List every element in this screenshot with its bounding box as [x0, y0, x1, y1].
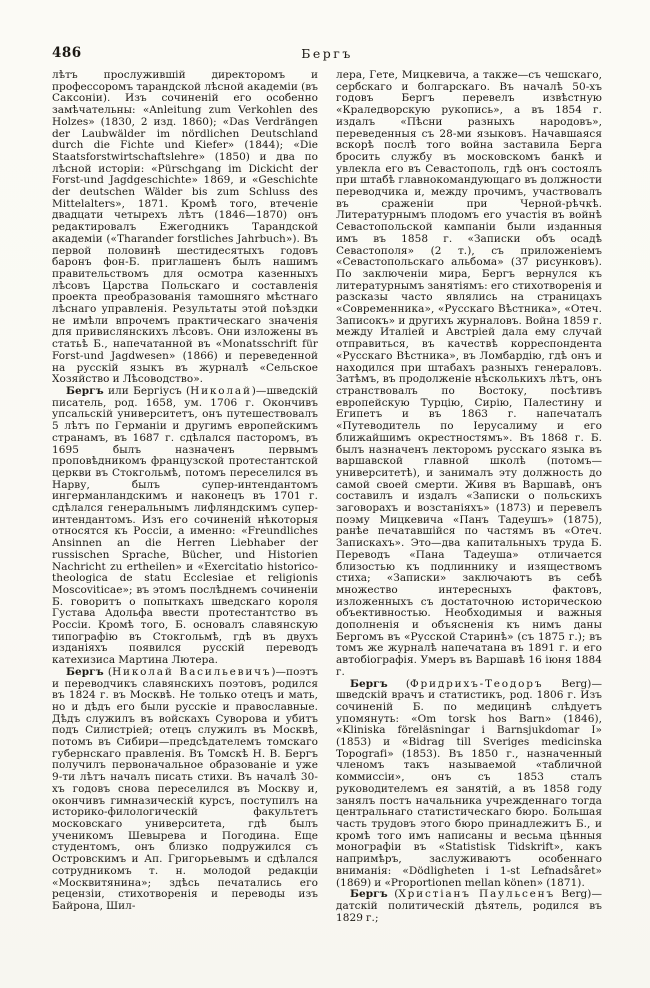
- paragraph: [52, 70, 318, 386]
- entry-headword: Бергъ: [350, 888, 388, 901]
- text-segment: (: [387, 677, 410, 690]
- column-right: [336, 70, 602, 980]
- entry-headword: Бергъ: [350, 677, 388, 690]
- text-segment: Николай Васильевичъ: [112, 665, 272, 678]
- column-left: [52, 70, 318, 980]
- page-number: 486: [52, 45, 82, 61]
- text-segment: )—поэтъ и переводчикъ славянскихъ поэтовъ, родился въ 1824 г. въ Москвѣ. Не только отецъ и мать, но и дѣдъ его были русскіе и православные. Дѣдъ служилъ въ войскахъ Суворова и убитъ подъ Силистріей; отецъ служилъ въ Москвѣ, потомъ въ Сибири—предсѣдателемъ томскаго губернскаго правленія. Въ Томскѣ Н. В. Бергъ получилъ первоначальное образованіе и уже 9-ти лѣтъ началъ писать стихи. Въ началѣ 30-хъ годовъ снова переселился въ Москву и, окончивъ гимназическій курсъ, поступилъ на историко-филологическій факультетъ московскаго университета, гдѣ былъ ученикомъ Шевырева и Погодина. Еще студентомъ, онъ близко подружился съ Островскимъ и Ап. Григорьевымъ и сдѣлался сотрудникомъ т. н. молодой редакціи «Москвитянина»; здѣсь печатались его рецензіи, стихотворенія и переводы изъ Байрона, Шил-: [52, 665, 318, 912]
- text-segment: лера, Гете, Мицкевича, а также—съ чешскаго, сербскаго и болгарскаго. Въ началѣ 50-хъ годовъ Бергъ перевелъ извѣстную «Краледворскую рукопись», а въ 1854 г. издалъ «Пѣсни разныхъ народовъ», переведенныя съ 28-ми языковъ. Начавшаяся вскорѣ послѣ того война заставила Берга бросить службу въ московскомъ банкѣ и увлекла его въ Севастополь, гдѣ онъ состоялъ при штабѣ главнокомандующаго въ должности переводчика и, между прочимъ, участвовалъ въ сраженіи при Черной-рѣчкѣ. Литературнымъ плодомъ его участія въ войнѣ Севастопольской кампаніи были изданныя имъ въ 1858 г. «Записки объ осадѣ Севастополя» (2 т.), съ приложеніемъ «Севастопольскаго альбома» (37 рисунковъ). По заключеніи мира, Бергъ вернулся къ литературнымъ занятіямъ: его стихотворенія и разсказы часто являлись на страницахъ «Современника», «Русскаго Вѣстника», «Отеч. Записокъ» и другихъ журналовъ. Война 1859 г. между Италіей и Австріей дала ему случай отправиться, въ качествѣ корреспондента «Русскаго Вѣстника», въ Ломбардію, гдѣ онъ и находился при штабахъ разныхъ генераловъ. Затѣмъ, въ продолженіе нѣсколькихъ лѣтъ, онъ странствовалъ по Востоку, посѣтивъ европейскую Турцію, Сирію, Палестину и Египетъ и въ 1863 г. напечаталъ «Путеводитель по Іерусалиму и его ближайшимъ окрестностямъ». Въ 1868 г. Б. былъ назначенъ лекторомъ русскаго языка въ варшавской главной школѣ (потомъ—университетѣ), и занималъ эту должность до самой своей смерти. Живя въ Варшавѣ, онъ составилъ и издалъ «Записки о польскихъ заговорахъ и возстаніяхъ» (1873) и перевелъ поэму Мицкевича «Панъ Тадеушъ» (1875), ранѣе печатавшійся по частямъ въ «Отеч. Запискахъ». Это—два капитальныхъ труда Б. Переводъ «Пана Тадеуша» отличается близостью къ подлиннику и изяществомъ стиха; «Записки» заключаютъ въ себѣ множество интересныхъ фактовъ, изложенныхъ съ достаточною историческою объективностью. Необходимыя и важныя дополненія и объясненія къ нимъ даны Бергомъ въ «Русской Старинѣ» (съ 1875 г.); въ томъ же журналѣ напечатана въ 1891 г. и его автобіографія. Умеръ въ Варшавѣ 16 іюня 1884 г.: [336, 70, 602, 678]
- paragraph: [52, 386, 318, 667]
- text-segment: лѣтъ прослужившій директоромъ и профессоромъ тарандской лѣсной академіи (въ Саксоніи). Изъ сочиненій его особенно замѣчательны: «Anleitung zum Verkohlen des Holzes» (1830, 2 изд. 1860); «Das Verdrängen der Laubwälder im nördlichen Deutschland durch die Fichte und Kiefer» (1844); «Die Staatsforstwirtschaftslehre» (1850) и два по лѣсной исторіи: «Pürschgang im Dickicht der Forst-und Jagdgeschichte» 1869, и «Geschichte der deutschen Wälder bis zum Schluss des Mittelalters», 1871. Кромѣ того, втеченіе двадцати четырехъ лѣтъ (1846—1870) онъ редактировалъ Ежегодникъ Тарандской академіи («Tharander forstliches Jahrbuch»). Въ первой половинѣ шестидесятыхъ годовъ баронъ фон-Б. приглашенъ былъ нашимъ правительствомъ для осмотра казенныхъ лѣсовъ Царства Польскаго и составленія проекта преобразованія тамошняго мѣстнаго лѣснаго управленія. Результаты этой поѣздки не имѣли впрочемъ практическаго значенія для привислянскихъ лѣсовъ. Они изложены въ статьѣ Б., напечатанной въ «Monatsschrift für Forst-und Jagdwesen» (1866) и переведенной на русскій языкъ въ журналѣ «Сельское Хозяйство и Лѣсоводство».: [52, 70, 318, 386]
- paragraph: [336, 70, 602, 679]
- entry-headword: Бергъ: [66, 665, 104, 678]
- text-segment: (: [103, 665, 113, 678]
- text-segment: (: [387, 888, 399, 901]
- text-segment: )—шведскій писатель, род. 1658, ум. 1706 г. Окончивъ упсальскій университетъ, онъ путешествовалъ 5 лѣтъ по Германіи и другимъ европейскимъ странамъ, въ 1687 г. сдѣлался пасторомъ, въ 1695 былъ назначенъ первымъ проповѣдникомъ французской протестантской церкви въ Стокгольмѣ, потомъ переселился въ Нарву, былъ супер-интендантомъ ингерманландскимъ и наконецъ въ 1701 г. сдѣлался генеральнымъ лифляндскимъ супер-интендантомъ. Изъ его сочиненій нѣкоторыя относятся къ Россіи, а именно: «Freundliches Ansinnen an die Herren Liebhaber der russischen Sprache, Bücher, und Historien Nachricht zu ertheilen» и «Exercitatio historico-theologica de statu Ecclesiae et religionis Moscoviticae»; въ этомъ послѣднемъ сочиненіи Б. говоритъ о попыткахъ шведскаго короля Густава Адольфа ввести протестантство въ Россіи. Кромѣ того, Б. основалъ славянскую типографію въ Стокгольмѣ, гдѣ въ двухъ изданіяхъ появился русскій переводъ катехизиса Мартина Лютера.: [52, 384, 318, 667]
- text-segment: Николай: [190, 384, 252, 397]
- paragraph: [336, 889, 602, 924]
- paragraph: [336, 679, 602, 890]
- text-segment: Berg)—датскій политическій дѣятель, родился въ 1829 г.;: [336, 888, 602, 924]
- entry-headword: Бергъ: [66, 384, 104, 397]
- text-columns: [52, 70, 602, 980]
- text-segment: Фридрихъ-Теодоръ: [410, 677, 544, 690]
- text-segment: Христіанъ Паульсенъ: [398, 888, 555, 901]
- text-segment: Berg)—шведскій врачъ и статистикъ, род. 1806 г. Изъ сочиненій Б. по медицинѣ слѣдуетъ упомянуть: «Om torsk hos Barn» (1846), «Kliniska föreläsningar i Barnsjukdomar I» (1853) и «Bidrag till Sveriges medicinska Topografi» (1853). Въ 1850 г., назначенный членомъ такъ называемой «табличной коммиссіи», онъ съ 1853 сталъ руководителемъ ея занятій, а въ 1858 году занялъ постъ начальника учрежденнаго тогда центральнаго статистическаго бюро. Большая часть трудовъ этого бюро принадлежитъ Б., и кромѣ того имъ написаны и весьма цѣнныя монографіи въ «Statistisk Tidskrift», какъ напримѣръ, заслуживаютъ особеннаго вниманія: «Dödligheten i 1-st Lefnadsåret» (1869) и «Proportionen mellan könen» (1871).: [336, 677, 602, 889]
- running-head: [52, 45, 602, 63]
- text-segment: или Бергіусъ (: [103, 384, 191, 397]
- paragraph: [52, 667, 318, 913]
- running-title: Бергъ: [301, 46, 353, 61]
